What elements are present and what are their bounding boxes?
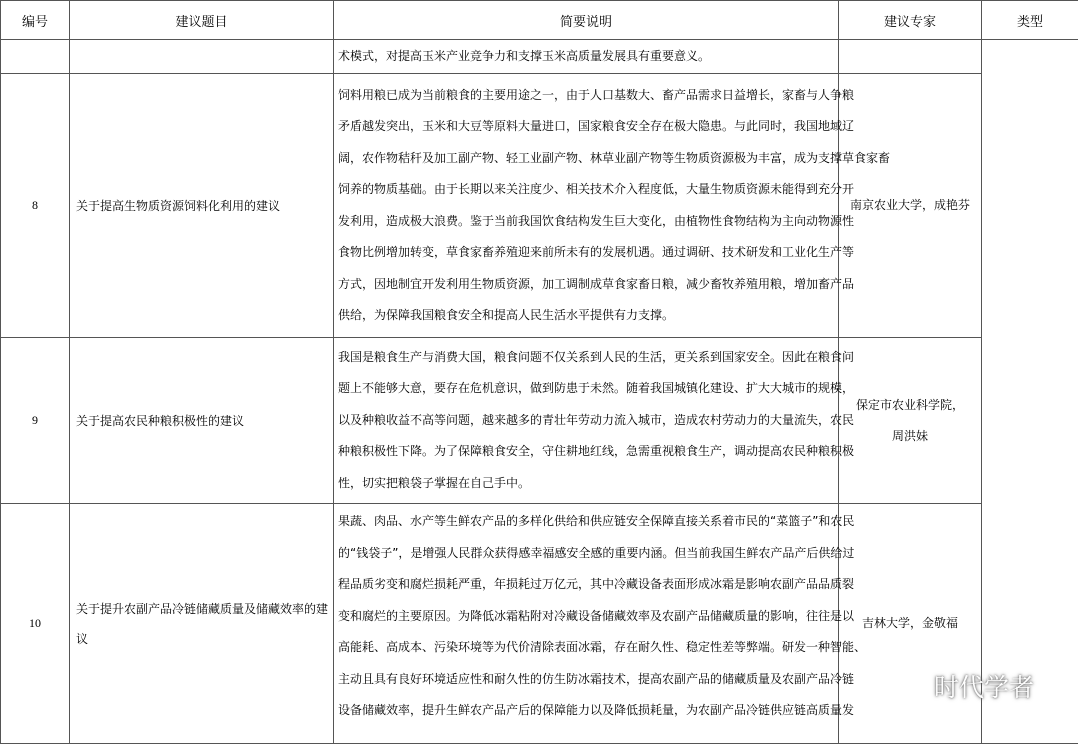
row-num: 8 [1, 74, 70, 338]
desc-line: 方式，因地制宜开发利用生物质资源，加工调制成草食家畜日粮，减少畜牧养殖用粮，增加畜产品 [338, 269, 830, 301]
row-num: 9 [1, 338, 70, 504]
row-type [982, 40, 1078, 744]
desc-line: 矛盾越发突出，玉米和大豆等原料大量进口，国家粮食安全存在极大隐患。与此同时，我国地域辽 [338, 111, 830, 143]
table-row [1, 74, 1078, 338]
desc-line: 饲养的物质基础。由于长期以来关注度少、相关技术介入程度低，大量生物质资源未能得到充分开 [338, 174, 830, 206]
desc-line: 变和腐烂的主要原因。为降低冰霜粘附对冷藏设备储藏效率及农副产品储藏质量的影响，往往是以 [338, 601, 830, 633]
wechat-icon [886, 670, 926, 702]
row-desc [334, 338, 839, 504]
table-row [1, 504, 1078, 744]
row-desc [334, 74, 839, 338]
expert-line: 周洪妹 [840, 421, 980, 452]
table-row [1, 338, 1078, 504]
row-expert [839, 40, 982, 74]
table-row [1, 40, 1078, 74]
title-line: 议 [76, 624, 327, 654]
row-expert: 南京农业大学，成艳芬 [839, 74, 982, 338]
desc-line: 题上不能够大意，要存在危机意识，做到防患于未然。随着我国城镇化建设、扩大大城市的规模， [338, 373, 830, 405]
desc-line: 的“钱袋子”，是增强人民群众获得感幸福感安全感的重要内涵。但当前我国生鲜农产品产后供给过 [338, 538, 830, 570]
desc-line: 食物比例增加转变，草食家畜养殖迎来前所未有的发展机遇。通过调研、技术研发和工业化生产等 [338, 237, 830, 269]
row-title [70, 504, 334, 744]
row-num [1, 40, 70, 74]
desc-line: 程品质劣变和腐烂损耗严重，年损耗过万亿元，其中冷藏设备表面形成冰霜是影响农副产品品质裂 [338, 569, 830, 601]
watermark-text: 时代学者 [934, 668, 1034, 704]
row-expert: 吉林大学，金敬福 [839, 504, 982, 744]
header-type: 类型 [982, 1, 1078, 40]
title-line: 关于提升农副产品冷链储藏质量及储藏效率的建 [76, 594, 327, 624]
desc-line: 以及种粮收益不高等问题，越来越多的青壮年劳动力流入城市，造成农村劳动力的大量流失，农民 [338, 405, 830, 437]
desc-line: 设备储藏效率，提升生鲜农产品产后的保障能力以及降低损耗量，为农副产品冷链供应链高质量发 [338, 695, 830, 727]
row-num: 10 [1, 504, 70, 744]
desc-line: 术模式，对提高玉米产业竞争力和支撑玉米高质量发展具有重要意义。 [338, 41, 830, 73]
header-row [1, 1, 1078, 40]
row-desc [334, 504, 839, 744]
header-title: 建议题目 [70, 1, 334, 40]
desc-line: 我国是粮食生产与消费大国，粮食问题不仅关系到人民的生活，更关系到国家安全。因此在粮食问 [338, 342, 830, 374]
header-num: 编号 [1, 1, 70, 40]
row-title: 关于提高农民种粮积极性的建议 [70, 338, 334, 504]
desc-line: 主动且具有良好环境适应性和耐久性的仿生防冰霜技术，提高农副产品的储藏质量及农副产品冷链 [338, 664, 830, 696]
desc-line: 阔，农作物秸秆及加工副产物、轻工业副产物、林草业副产物等生物质资源极为丰富，成为支撑草食家畜 [338, 143, 830, 175]
desc-line: 种粮积极性下降。为了保障粮食安全，守住耕地红线，急需重视粮食生产，调动提高农民种粮积极 [338, 436, 830, 468]
row-title [70, 40, 334, 74]
desc-line: 发利用，造成极大浪费。鉴于当前我国饮食结构发生巨大变化，由植物性食物结构为主向动物源性 [338, 206, 830, 238]
header-expert: 建议专家 [839, 1, 982, 40]
row-desc [334, 40, 839, 74]
desc-line: 饲料用粮已成为当前粮食的主要用途之一，由于人口基数大、畜产品需求日益增长，家畜与人争粮 [338, 80, 830, 112]
desc-line: 高能耗、高成本、污染环境等为代价清除表面冰霜，存在耐久性、稳定性差等弊端。研发一种智能、 [338, 632, 830, 664]
header-desc: 简要说明 [334, 1, 839, 40]
row-expert [839, 338, 982, 504]
desc-line: 供给，为保障我国粮食安全和提高人民生活水平提供有力支撑。 [338, 300, 830, 332]
row-title: 关于提高生物质资源饲料化利用的建议 [70, 74, 334, 338]
expert-line: 保定市农业科学院， [840, 390, 980, 421]
desc-line: 果蔬、肉品、水产等生鲜农产品的多样化供给和供应链安全保障直接关系着市民的“菜篮子”和农民 [338, 506, 830, 538]
watermark [886, 668, 1034, 704]
desc-line: 性，切实把粮袋子掌握在自己手中。 [338, 468, 830, 500]
